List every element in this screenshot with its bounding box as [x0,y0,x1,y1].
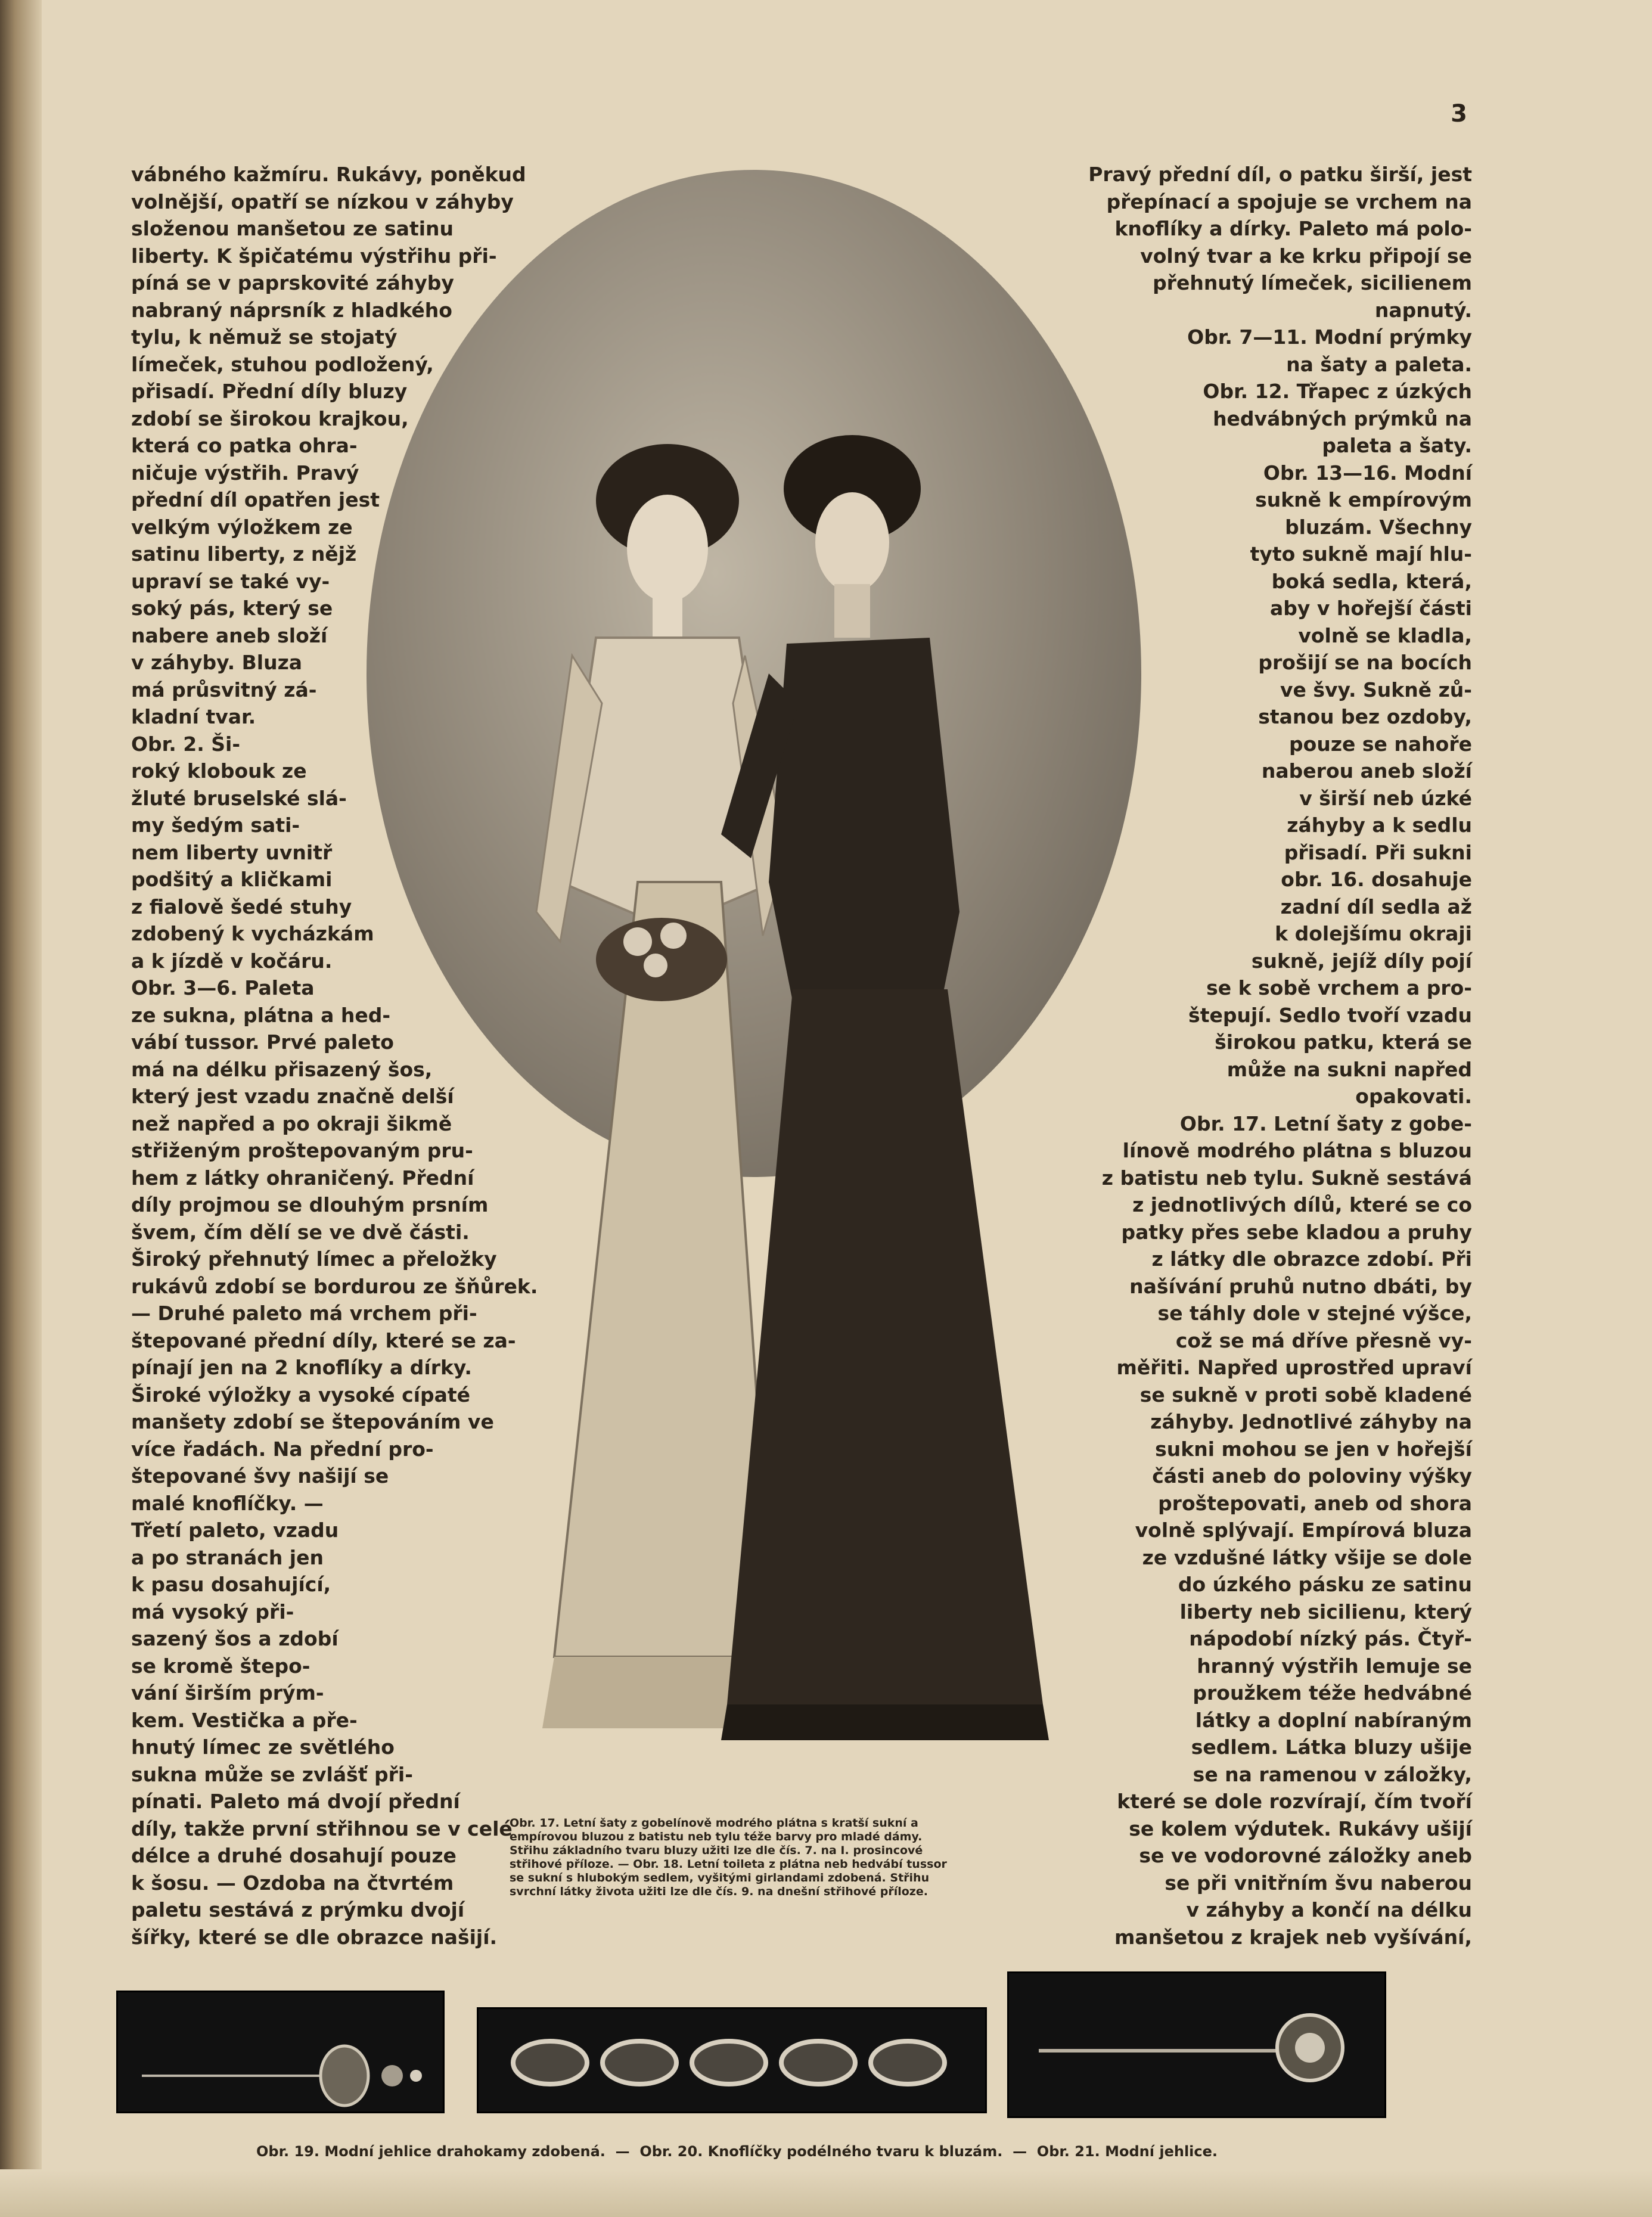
figure-caption [510,1817,1058,1899]
text-line: límeček, stuhou podložený, [131,352,434,376]
text-line: sukně k empírovým [1255,488,1472,511]
text-line: knoflíky a dírky. Paleto má polo- [1114,217,1472,240]
text-line: délce a druhé dosahují pouze [131,1844,457,1867]
text-line: záhyby a k sedlu [1287,813,1472,837]
text-line: upraví se také vy- [131,569,330,593]
text-line: se sukně v proti sobě kladené [1139,1383,1472,1406]
text-line: Obr. 2. Ši- [131,732,241,756]
text-line: žluté bruselské slá- [131,786,347,810]
text-line: širokou patku, která se [1215,1030,1472,1054]
caption-line: střihové příloze. — Obr. 18. Letní toileta z plátna neb hedvábí tussor [510,1858,947,1871]
text-line: hranný výstřih lemuje se [1197,1654,1472,1678]
text-line: šířky, které se dle obrazce našijí. [131,1925,498,1949]
text-line: zdobí se širokou krajkou, [131,406,409,430]
text-line: v záhyby. Bluza [131,651,303,674]
text-line: měřiti. Napřed uprostřed upraví [1116,1356,1472,1379]
text-line: sukni mohou se jen v hořejší [1155,1437,1472,1461]
text-line: má na délku přisazený šos, [131,1057,433,1081]
text-line: než napřed a po okraji šikmě [131,1111,452,1135]
text-line: části aneb do poloviny výšky [1152,1464,1472,1488]
text-line: Obr. 13—16. Modní [1263,461,1472,485]
text-line: látky a doplní nabíraným [1195,1708,1472,1732]
text-line: paletu sestává z prýmku dvojí [131,1898,465,1921]
text-line: může na sukni napřed [1226,1057,1472,1081]
text-line: rukávů zdobí se bordurou ze šňůrek. [131,1274,538,1298]
text-line: tyto sukně mají hlu- [1250,542,1472,566]
text-line: Třetí paleto, vzadu [131,1519,339,1542]
page-number: 3 [1451,100,1467,128]
text-line: se táhly dole v stejné výšce, [1157,1302,1472,1325]
text-line: opakovati. [1355,1085,1472,1108]
text-line: soký pás, který se [131,597,333,620]
right-text-column [1019,161,1472,1951]
page-bottom-shadow [0,2169,1652,2217]
text-line: píná se v paprskovité záhyby [131,271,454,294]
caption-line: svrchní látky života užiti lze dle čís. 9. na dnešní střihové příloze. [510,1885,928,1898]
caption-line: empírovou bluzou z batistu neb tylu téže barvy pro mladé dámy. [510,1830,923,1843]
text-line: malé knoflíčky. — [131,1491,324,1515]
text-line: přední díl opatřen jest [131,488,380,511]
text-line: volně se kladla, [1298,623,1472,647]
text-line: štepují. Sedlo tvoří vzadu [1188,1003,1472,1027]
text-line: z jednotlivých dílů, které se co [1132,1193,1472,1216]
text-line: vání širším prým- [131,1681,324,1704]
text-line: obr. 16. dosahuje [1281,868,1472,891]
text-line: štepované švy našijí se [131,1464,389,1488]
text-line: nabraný náprsník z hladkého [131,298,452,322]
text-line: záhyby. Jednotlivé záhyby na [1150,1410,1472,1433]
text-line: má průsvitný zá- [131,678,317,701]
text-line: patky přes sebe kladou a pruhy [1121,1220,1472,1244]
text-line: nabere aneb složí [131,623,328,647]
text-line: k pasu dosahující, [131,1573,331,1596]
text-line: a po stranách jen [131,1545,324,1569]
text-line: ničuje výstřih. Pravý [131,461,359,485]
text-line: a k jízdě v kočáru. [131,949,333,973]
text-line: sukně, jejíž díly pojí [1251,949,1472,973]
text-line: stanou bez ozdoby, [1258,705,1472,728]
text-line: kladní tvar. [131,705,256,728]
text-line: aby v hořejší části [1269,597,1472,620]
text-line: bluzám. Všechny [1285,515,1472,539]
text-line: tylu, k němuž se stojatý [131,325,398,349]
text-line: přepínací a spojuje se vrchem na [1106,190,1472,213]
text-line: se na ramenou v záložky, [1193,1762,1472,1786]
text-line: pínají jen na 2 knoflíky a dírky. [131,1356,472,1379]
bottom-caption: Obr. 19. Modní jehlice drahokamy zdobená. — Obr. 20. Knoflíčky podélného tvaru k bluzám. — Obr. 21. Modní jehlice. [256,2143,1218,2160]
text-line: k šosu. — Ozdoba na čtvrtém [131,1871,454,1895]
text-line: línově modrého plátna s bluzou [1122,1139,1472,1162]
text-line: sedlem. Látka bluzy ušije [1191,1735,1472,1759]
hatpin-jewel-image [116,1991,445,2113]
text-line: pínati. Paleto má dvojí přední [131,1790,460,1813]
text-line: roký klobouk ze [131,759,307,783]
text-line: více řadách. Na přední pro- [131,1437,434,1461]
text-line: střiženým proštepovaným pru- [131,1139,473,1162]
text-line: do úzkého pásku ze satinu [1178,1573,1472,1596]
text-line: nápodobí nízký pás. Čtyř- [1189,1627,1472,1650]
text-line: v záhyby a končí na délku [1186,1898,1472,1921]
text-line: vábí tussor. Prvé paleto [131,1030,394,1054]
text-line: z batistu neb tylu. Sukně sestává [1101,1166,1472,1190]
text-line: na šaty a paleta. [1286,352,1472,376]
text-line: kem. Vestička a pře- [131,1708,358,1732]
text-line: proužkem téže hedvábné [1193,1681,1472,1704]
text-line: zdobený k vycházkám [131,922,374,945]
text-line: — Druhé paleto má vrchem při- [131,1302,477,1325]
text-line: se ve vodorovné záložky aneb [1139,1844,1472,1867]
text-line: boká sedla, která, [1271,569,1472,593]
text-line: Obr. 17. Letní šaty z gobe- [1179,1111,1472,1135]
text-line: k dolejšímu okraji [1275,922,1472,945]
text-line: která co patka ohra- [131,434,358,457]
text-line: Pravý přední díl, o patku širší, jest [1088,163,1472,186]
text-line: liberty. K špičatému výstřihu při- [131,244,497,268]
ornamental-hatpin-image [1007,1971,1386,2118]
text-line: vábného kažmíru. Rukávy, poněkud [131,163,526,186]
text-line: v širší neb úzké [1299,786,1472,810]
text-line: z látky dle obrazce zdobí. Při [1151,1247,1472,1271]
text-line: Široký přehnutý límec a přeložky [131,1247,497,1271]
text-line: našívání pruhů nutno dbáti, by [1129,1274,1472,1298]
text-line: což se má dříve přesně vy- [1175,1328,1472,1352]
text-line: složenou manšetou ze satinu [131,217,454,240]
text-line: hedvábných prýmků na [1213,406,1472,430]
text-line: přisadí. Při sukni [1284,840,1472,864]
text-line: ze vzdušné látky všije se dole [1142,1545,1472,1569]
text-line: sazený šos a zdobí [131,1627,339,1650]
text-line: manšety zdobí se štepováním ve [131,1410,494,1433]
woman-right-figure [721,435,1049,1740]
text-line: paleta a šaty. [1322,434,1472,457]
text-line: prošijí se na bocích [1258,651,1472,674]
text-line: se kromě štepo- [131,1654,310,1678]
text-line: přehnutý límeček, sicilienem [1153,271,1472,294]
text-line: ze sukna, plátna a hed- [131,1003,391,1027]
text-line: volnější, opatří se nízkou v záhyby [131,190,514,213]
text-line: které se dole rozvírají, čím tvoří [1117,1790,1472,1813]
text-line: díly projmou se dlouhým prsním [131,1193,489,1216]
text-line: podšitý a kličkami [131,868,333,891]
text-line: pouze se nahoře [1289,732,1472,756]
text-line: Obr. 7—11. Modní prýmky [1187,325,1472,349]
text-line: proštepovati, aneb od shora [1158,1491,1472,1515]
text-line: má vysoký při- [131,1600,294,1623]
text-line: my šedým sati- [131,813,300,837]
text-line: Obr. 3—6. Paleta [131,976,315,999]
text-line: Obr. 12. Třapec z úzkých [1203,380,1472,403]
text-line: napnutý. [1374,298,1472,322]
text-line: zadní díl sedla až [1280,895,1472,918]
text-line: hem z látky ohraničený. Přední [131,1166,474,1190]
text-line: z fialově šedé stuhy [131,895,352,918]
page-binding-edge [0,0,42,2217]
oval-buttons-image [477,2007,987,2113]
text-line: naberou aneb složí [1261,759,1472,783]
text-line: Široké výložky a vysoké cípaté [131,1383,471,1406]
text-line: liberty neb sicilienu, který [1179,1600,1472,1623]
text-line: nem liberty uvnitř [131,840,333,864]
caption-line: Střihu základního tvaru bluzy užiti lze dle čís. 7. na I. prosincové [510,1844,923,1857]
text-line: který jest vzadu značně delší [131,1085,454,1108]
caption-line: Obr. 17. Letní šaty z gobelínově modrého plátna s kratší sukní a [510,1817,918,1830]
text-line: velkým výložkem ze [131,515,353,539]
text-line: sukna může se zvlášť při- [131,1762,413,1786]
text-line: satinu liberty, z nějž [131,542,357,566]
text-line: štepované přední díly, které se za- [131,1328,516,1352]
text-line: švem, čím dělí se ve dvě části. [131,1220,470,1244]
text-line: se k sobě vrchem a pro- [1206,976,1472,999]
text-line: ve švy. Sukně zů- [1280,678,1472,701]
text-line: se při vnitřním švu naberou [1165,1871,1472,1895]
text-line: volně splývají. Empírová bluza [1135,1519,1472,1542]
text-line: hnutý límec ze světlého [131,1735,395,1759]
caption-line: se sukní s hlubokým sedlem, vyšitými girlandami zdobená. Střihu [510,1871,930,1884]
left-text-column [131,161,538,1951]
text-line: díly, takže první střihnou se v celé [131,1817,513,1840]
text-line: přisadí. Přední díly bluzy [131,380,408,403]
text-line: volný tvar a ke krku připojí se [1140,244,1472,268]
text-line: manšetou z krajek neb vyšívání, [1114,1925,1472,1949]
text-line: se kolem výdutek. Rukávy ušijí [1129,1817,1472,1840]
